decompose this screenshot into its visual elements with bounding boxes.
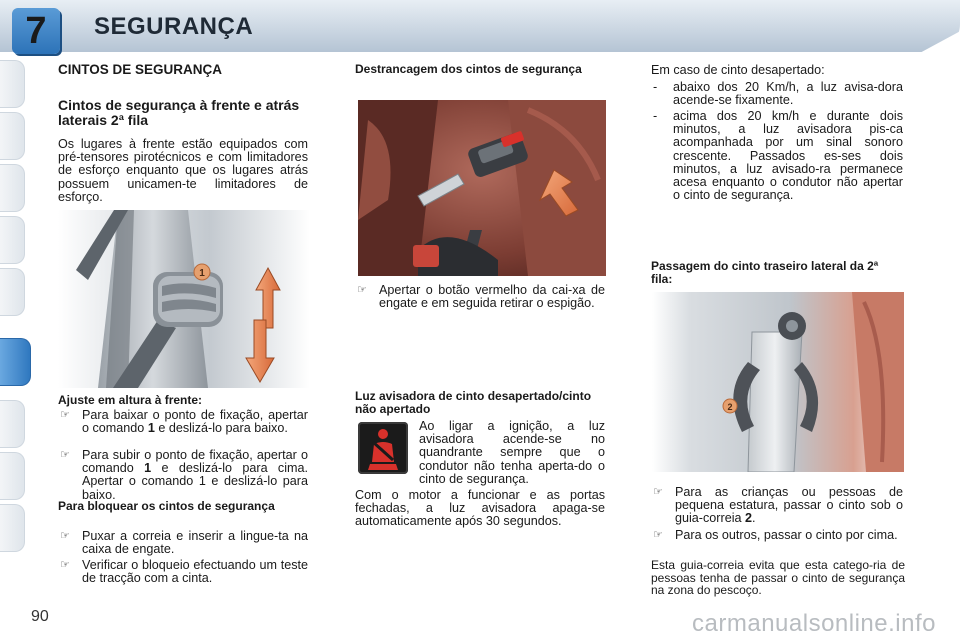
warning-text: Ao ligar a ignição, a luz avisadora acende-se no quandrante sempre que o condutor não tenha aperta-do o cinto de segurança.: [419, 419, 605, 486]
watermark: carmanualsonline.info: [692, 610, 936, 637]
children-item: ☞ Para as crianças ou pessoas de pequena estatura, passar o cinto sob o guia-correia 2.: [653, 485, 903, 526]
callout-2: 2: [727, 402, 733, 412]
chapter-tab[interactable]: [0, 164, 25, 212]
unbuckled-item: - acima dos 20 km/h e durante dois minutos, a luz avisadora pis-ca acompanhada por um sinal sonoro crescente. Passados es-ses dois minutos, a luz avisado-ra permanece acesa enquanto o condutor não apertar o cinto de segurança.: [653, 109, 903, 203]
section-title: CINTOS DE SEGURANÇA: [58, 62, 223, 77]
others-item: ☞ Para os outros, passar o cinto por cima.: [653, 528, 898, 542]
lock-item: ☞ Verificar o bloqueio efectuando um teste de tracção com a cinta.: [60, 558, 308, 586]
unlock-item: ☞ Apertar o botão vermelho da cai-xa de engate e em seguida retirar o espigão.: [357, 283, 605, 311]
belt-buckle-photo: [358, 100, 606, 276]
rear-belt-guide-photo: [652, 292, 904, 472]
bullet-icon: ☞: [60, 409, 70, 421]
chapter-tab[interactable]: [0, 112, 25, 160]
chapter-tab[interactable]: [0, 452, 25, 500]
page-number: 90: [31, 608, 49, 625]
seatbelt-warning-icon: [358, 422, 408, 474]
chapter-tab[interactable]: [0, 268, 25, 316]
bullet-icon: ☞: [60, 449, 70, 461]
chapter-tabs: [0, 60, 28, 580]
lock-item: ☞ Puxar a correia e inserir a lingue-ta na caixa de engate.: [60, 529, 308, 557]
chapter-tab[interactable]: [0, 60, 25, 108]
bullet-icon: ☞: [653, 529, 663, 541]
intro-paragraph: Os lugares à frente estão equipados com pré-tensores pirotécnicos e com limitadores de esforço enquanto que os lugares atrás possuem unicamen-te limitadores de esforço.: [58, 137, 308, 204]
bullet-icon: ☞: [60, 530, 70, 542]
chapter-tab[interactable]: [0, 216, 25, 264]
chapter-tab[interactable]: [0, 400, 25, 448]
lower-instruction: ☞ Para baixar o ponto de fixação, apertar o comando 1 e deslizá-lo para baixo.: [60, 408, 308, 436]
callout-1: 1: [199, 268, 205, 279]
unbuckled-item: - abaixo dos 20 Km/h, a luz avisa-dora acende-se fixamente.: [653, 80, 903, 108]
lock-title: Para bloquear os cintos de segurança: [58, 499, 275, 513]
page-title: SEGURANÇA: [94, 13, 254, 40]
bullet-icon: ☞: [357, 284, 367, 296]
warning-text-auto-off: Com o motor a funcionar e as portas fechadas, a luz avisadora apaga-se automaticamente após 30 segundos.: [355, 488, 605, 529]
bullet-icon: ☞: [60, 559, 70, 571]
unlock-title: Destrancagem dos cintos de segurança: [355, 62, 582, 76]
subsection-title: Cintos de segurança à frente e atrás laterais 2ª fila: [58, 97, 300, 128]
warning-title: Luz avisadora de cinto desapertado/cinto não apertado: [355, 389, 592, 416]
chapter-tab[interactable]: [0, 504, 25, 552]
rear-belt-title: Passagem do cinto traseiro lateral da 2ª fila:: [651, 259, 879, 286]
belt-height-adjuster-photo: [58, 210, 310, 388]
raise-instruction: ☞ Para subir o ponto de fixação, apertar o comando 1 e deslizá-lo para cima. Apertar o comando 1 e deslizá-lo para baixo.: [60, 448, 309, 502]
bullet-icon: ☞: [653, 486, 663, 498]
chapter-tab-active[interactable]: [0, 338, 31, 386]
height-adjust-title: Ajuste em altura à frente:: [58, 393, 203, 407]
belt-guide-note: Esta guia-correia evita que esta catego-ria de pessoas tenha de passar o cinto de segurança na zona do pescoço.: [651, 558, 905, 597]
chapter-number: 7: [25, 10, 47, 52]
unbuckled-intro: Em caso de cinto desapertado:: [651, 63, 825, 77]
